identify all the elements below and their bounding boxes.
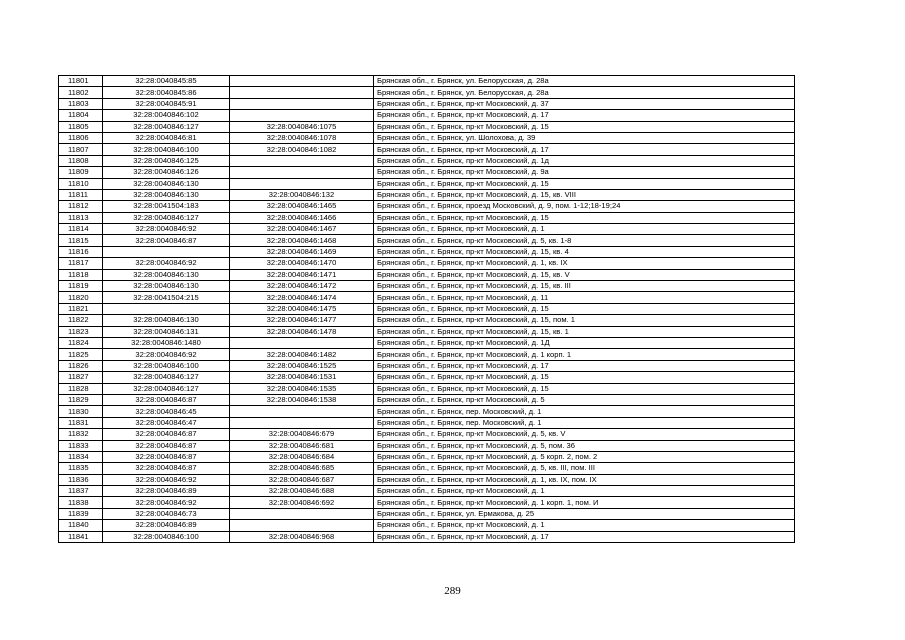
address-cell: Брянская обл., г. Брянск, пр-кт Московский, д. 1, кв. IX, пом. IX	[374, 474, 795, 485]
cadastral-number-cell: 32:28:0040846:45	[103, 406, 230, 417]
row-number-cell: 11821	[59, 303, 103, 314]
table-row	[59, 372, 795, 383]
address-cell: Брянская обл., г. Брянск, пр-кт Московский, д. 15, кв. 1	[374, 326, 795, 337]
cadastral-number-cell: 32:28:0040846:87	[103, 463, 230, 474]
cadastral-number-cell: 32:28:0040846:1480	[103, 337, 230, 348]
row-number-cell: 11826	[59, 360, 103, 371]
row-number-cell: 11805	[59, 121, 103, 132]
table-row	[59, 303, 795, 314]
table-row	[59, 201, 795, 212]
object-cadastral-number-cell: 32:28:0040846:1472	[230, 281, 374, 292]
object-cadastral-number-cell	[230, 155, 374, 166]
row-number-cell: 11835	[59, 463, 103, 474]
table-row	[59, 463, 795, 474]
object-cadastral-number-cell: 32:28:0040846:1465	[230, 201, 374, 212]
table-row	[59, 110, 795, 121]
object-cadastral-number-cell	[230, 508, 374, 519]
table-row	[59, 235, 795, 246]
address-cell: Брянская обл., г. Брянск, пр-кт Московский, д. 17	[374, 360, 795, 371]
table-row	[59, 76, 795, 87]
object-cadastral-number-cell: 32:28:0040846:684	[230, 451, 374, 462]
object-cadastral-number-cell	[230, 520, 374, 531]
object-cadastral-number-cell	[230, 98, 374, 109]
address-cell: Брянская обл., г. Брянск, пр-кт Московский, д. 15	[374, 212, 795, 223]
table-row	[59, 132, 795, 143]
object-cadastral-number-cell: 32:28:0040846:1535	[230, 383, 374, 394]
row-number-cell: 11804	[59, 110, 103, 121]
address-cell: Брянская обл., г. Брянск, ул. Белорусская, д. 28а	[374, 87, 795, 98]
cadastral-number-cell: 32:28:0041504:215	[103, 292, 230, 303]
address-cell: Брянская обл., г. Брянск, пр-кт Московский, д. 1д	[374, 155, 795, 166]
cadastral-number-cell: 32:28:0040846:87	[103, 235, 230, 246]
table-row	[59, 451, 795, 462]
row-number-cell: 11827	[59, 372, 103, 383]
table-row	[59, 337, 795, 348]
cadastral-number-cell: 32:28:0040846:125	[103, 155, 230, 166]
row-number-cell: 11818	[59, 269, 103, 280]
cadastral-number-cell: 32:28:0040845:86	[103, 87, 230, 98]
table-row	[59, 246, 795, 257]
address-cell: Брянская обл., г. Брянск, пр-кт Московский, д. 5, кв. 1-8	[374, 235, 795, 246]
table-row	[59, 497, 795, 508]
cadastral-number-cell: 32:28:0040846:92	[103, 349, 230, 360]
object-cadastral-number-cell: 32:28:0040846:1471	[230, 269, 374, 280]
row-number-cell: 11840	[59, 520, 103, 531]
cadastral-number-cell: 32:28:0040846:130	[103, 269, 230, 280]
table-row	[59, 486, 795, 497]
row-number-cell: 11819	[59, 281, 103, 292]
cadastral-number-cell: 32:28:0040845:91	[103, 98, 230, 109]
row-number-cell: 11810	[59, 178, 103, 189]
address-cell: Брянская обл., г. Брянск, пр-кт Московский, д. 1Д	[374, 337, 795, 348]
object-cadastral-number-cell: 32:28:0040846:692	[230, 497, 374, 508]
table-row	[59, 178, 795, 189]
row-number-cell: 11811	[59, 189, 103, 200]
cadastral-number-cell: 32:28:0040846:92	[103, 474, 230, 485]
row-number-cell: 11839	[59, 508, 103, 519]
cadastral-number-cell: 32:28:0040846:126	[103, 167, 230, 178]
table-row	[59, 520, 795, 531]
table-row	[59, 531, 795, 542]
object-cadastral-number-cell: 32:28:0040846:1469	[230, 246, 374, 257]
object-cadastral-number-cell: 32:28:0040846:1467	[230, 224, 374, 235]
row-number-cell: 11836	[59, 474, 103, 485]
row-number-cell: 11834	[59, 451, 103, 462]
address-cell: Брянская обл., г. Брянск, ул. Белорусская, д. 28а	[374, 76, 795, 87]
table-row	[59, 394, 795, 405]
address-cell: Брянская обл., г. Брянск, пр-кт Московский, д. 1 корп. 1	[374, 349, 795, 360]
address-cell: Брянская обл., г. Брянск, пр-кт Московский, д. 5, кв. III, пом. III	[374, 463, 795, 474]
object-cadastral-number-cell: 32:28:0040846:1525	[230, 360, 374, 371]
cadastral-number-cell: 32:28:0040846:127	[103, 121, 230, 132]
object-cadastral-number-cell: 32:28:0040846:1078	[230, 132, 374, 143]
cadastral-number-cell: 32:28:0040845:85	[103, 76, 230, 87]
object-cadastral-number-cell	[230, 337, 374, 348]
row-number-cell: 11833	[59, 440, 103, 451]
cadastral-number-cell: 32:28:0040846:130	[103, 281, 230, 292]
address-cell: Брянская обл., г. Брянск, проезд Московский, д. 9, пом. 1-12;18-19;24	[374, 201, 795, 212]
address-cell: Брянская обл., г. Брянск, пр-кт Московский, д. 5, пом. 36	[374, 440, 795, 451]
address-cell: Брянская обл., г. Брянск, пр-кт Московский, д. 15	[374, 121, 795, 132]
cadastral-number-cell	[103, 246, 230, 257]
row-number-cell: 11808	[59, 155, 103, 166]
table-row	[59, 383, 795, 394]
register-table-body	[59, 76, 795, 543]
object-cadastral-number-cell: 32:28:0040846:687	[230, 474, 374, 485]
cadastral-number-cell: 32:28:0041504:183	[103, 201, 230, 212]
address-cell: Брянская обл., г. Брянск, пр-кт Московский, д. 1	[374, 520, 795, 531]
object-cadastral-number-cell: 32:28:0040846:1470	[230, 258, 374, 269]
table-row	[59, 417, 795, 428]
row-number-cell: 11812	[59, 201, 103, 212]
cadastral-number-cell: 32:28:0040846:92	[103, 224, 230, 235]
table-row	[59, 292, 795, 303]
object-cadastral-number-cell: 32:28:0040846:1477	[230, 315, 374, 326]
object-cadastral-number-cell: 32:28:0040846:132	[230, 189, 374, 200]
cadastral-number-cell: 32:28:0040846:87	[103, 451, 230, 462]
address-cell: Брянская обл., г. Брянск, пр-кт Московский, д. 5	[374, 394, 795, 405]
cadastral-number-cell: 32:28:0040846:87	[103, 394, 230, 405]
object-cadastral-number-cell: 32:28:0040846:1478	[230, 326, 374, 337]
cadastral-number-cell: 32:28:0040846:92	[103, 258, 230, 269]
object-cadastral-number-cell: 32:28:0040846:681	[230, 440, 374, 451]
object-cadastral-number-cell: 32:28:0040846:1466	[230, 212, 374, 223]
address-cell: Брянская обл., г. Брянск, пр-кт Московский, д. 5, кв. V	[374, 429, 795, 440]
table-row	[59, 508, 795, 519]
table-row	[59, 121, 795, 132]
row-number-cell: 11825	[59, 349, 103, 360]
table-row	[59, 281, 795, 292]
cadastral-number-cell: 32:28:0040846:92	[103, 497, 230, 508]
row-number-cell: 11816	[59, 246, 103, 257]
cadastral-number-cell: 32:28:0040846:87	[103, 440, 230, 451]
table-row	[59, 144, 795, 155]
cadastral-number-cell: 32:28:0040846:89	[103, 486, 230, 497]
cadastral-number-cell: 32:28:0040846:127	[103, 212, 230, 223]
row-number-cell: 11832	[59, 429, 103, 440]
cadastral-number-cell: 32:28:0040846:102	[103, 110, 230, 121]
cadastral-number-cell: 32:28:0040846:73	[103, 508, 230, 519]
row-number-cell: 11829	[59, 394, 103, 405]
address-cell: Брянская обл., г. Брянск, пр-кт Московский, д. 15	[374, 178, 795, 189]
object-cadastral-number-cell: 32:28:0040846:1538	[230, 394, 374, 405]
row-number-cell: 11830	[59, 406, 103, 417]
cadastral-number-cell: 32:28:0040846:131	[103, 326, 230, 337]
row-number-cell: 11809	[59, 167, 103, 178]
table-row	[59, 189, 795, 200]
object-cadastral-number-cell	[230, 417, 374, 428]
row-number-cell: 11802	[59, 87, 103, 98]
table-row	[59, 349, 795, 360]
cadastral-number-cell: 32:28:0040846:127	[103, 372, 230, 383]
row-number-cell: 11817	[59, 258, 103, 269]
table-row	[59, 98, 795, 109]
address-cell: Брянская обл., г. Брянск, пр-кт Московский, д. 15	[374, 372, 795, 383]
row-number-cell: 11841	[59, 531, 103, 542]
address-cell: Брянская обл., г. Брянск, ул. Ермакова, д. 25	[374, 508, 795, 519]
table-row	[59, 155, 795, 166]
register-table	[58, 75, 795, 543]
table-row	[59, 258, 795, 269]
object-cadastral-number-cell: 32:28:0040846:1082	[230, 144, 374, 155]
cadastral-number-cell: 32:28:0040846:47	[103, 417, 230, 428]
table-row	[59, 269, 795, 280]
object-cadastral-number-cell	[230, 406, 374, 417]
object-cadastral-number-cell	[230, 76, 374, 87]
address-cell: Брянская обл., г. Брянск, пр-кт Московский, д. 11	[374, 292, 795, 303]
table-row	[59, 315, 795, 326]
row-number-cell: 11822	[59, 315, 103, 326]
cadastral-number-cell: 32:28:0040846:87	[103, 429, 230, 440]
table-row	[59, 167, 795, 178]
row-number-cell: 11803	[59, 98, 103, 109]
address-cell: Брянская обл., г. Брянск, пр-кт Московский, д. 1 корп. 1, пом. И	[374, 497, 795, 508]
address-cell: Брянская обл., г. Брянск, пр-кт Московский, д. 15, кв. V	[374, 269, 795, 280]
row-number-cell: 11813	[59, 212, 103, 223]
address-cell: Брянская обл., г. Брянск, пер. Московский, д. 1	[374, 417, 795, 428]
row-number-cell: 11824	[59, 337, 103, 348]
table-row	[59, 429, 795, 440]
object-cadastral-number-cell: 32:28:0040846:1468	[230, 235, 374, 246]
row-number-cell: 11831	[59, 417, 103, 428]
object-cadastral-number-cell: 32:28:0040846:1475	[230, 303, 374, 314]
object-cadastral-number-cell: 32:28:0040846:1482	[230, 349, 374, 360]
address-cell: Брянская обл., г. Брянск, пер. Московский, д. 1	[374, 406, 795, 417]
object-cadastral-number-cell: 32:28:0040846:688	[230, 486, 374, 497]
cadastral-number-cell: 32:28:0040846:130	[103, 315, 230, 326]
cadastral-number-cell: 32:28:0040846:81	[103, 132, 230, 143]
object-cadastral-number-cell: 32:28:0040846:1075	[230, 121, 374, 132]
cadastral-number-cell: 32:28:0040846:89	[103, 520, 230, 531]
address-cell: Брянская обл., г. Брянск, пр-кт Московский, д. 15, кв. VIII	[374, 189, 795, 200]
address-cell: Брянская обл., г. Брянск, пр-кт Московский, д. 37	[374, 98, 795, 109]
row-number-cell: 11814	[59, 224, 103, 235]
row-number-cell: 11807	[59, 144, 103, 155]
object-cadastral-number-cell	[230, 87, 374, 98]
table-row	[59, 440, 795, 451]
address-cell: Брянская обл., г. Брянск, пр-кт Московский, д. 15, кв. III	[374, 281, 795, 292]
row-number-cell: 11828	[59, 383, 103, 394]
cadastral-number-cell: 32:28:0040846:130	[103, 189, 230, 200]
object-cadastral-number-cell: 32:28:0040846:968	[230, 531, 374, 542]
row-number-cell: 11806	[59, 132, 103, 143]
object-cadastral-number-cell	[230, 178, 374, 189]
object-cadastral-number-cell: 32:28:0040846:685	[230, 463, 374, 474]
address-cell: Брянская обл., г. Брянск, пр-кт Московский, д. 17	[374, 531, 795, 542]
object-cadastral-number-cell: 32:28:0040846:679	[230, 429, 374, 440]
row-number-cell: 11837	[59, 486, 103, 497]
address-cell: Брянская обл., г. Брянск, пр-кт Московский, д. 17	[374, 144, 795, 155]
table-row	[59, 87, 795, 98]
object-cadastral-number-cell: 32:28:0040846:1474	[230, 292, 374, 303]
object-cadastral-number-cell	[230, 110, 374, 121]
object-cadastral-number-cell: 32:28:0040846:1531	[230, 372, 374, 383]
address-cell: Брянская обл., г. Брянск, пр-кт Московский, д. 15, пом. 1	[374, 315, 795, 326]
row-number-cell: 11820	[59, 292, 103, 303]
row-number-cell: 11815	[59, 235, 103, 246]
cadastral-number-cell: 32:28:0040846:100	[103, 360, 230, 371]
address-cell: Брянская обл., г. Брянск, пр-кт Московский, д. 5 корп. 2, пом. 2	[374, 451, 795, 462]
cadastral-number-cell: 32:28:0040846:130	[103, 178, 230, 189]
address-cell: Брянская обл., г. Брянск, пр-кт Московский, д. 15	[374, 303, 795, 314]
table-row	[59, 360, 795, 371]
cadastral-number-cell	[103, 303, 230, 314]
row-number-cell: 11838	[59, 497, 103, 508]
table-row	[59, 326, 795, 337]
address-cell: Брянская обл., г. Брянск, пр-кт Московский, д. 15	[374, 383, 795, 394]
row-number-cell: 11801	[59, 76, 103, 87]
table-row	[59, 212, 795, 223]
address-cell: Брянская обл., г. Брянск, пр-кт Московский, д. 15, кв. 4	[374, 246, 795, 257]
table-row	[59, 224, 795, 235]
table-row	[59, 474, 795, 485]
address-cell: Брянская обл., г. Брянск, пр-кт Московский, д. 1	[374, 486, 795, 497]
row-number-cell: 11823	[59, 326, 103, 337]
cadastral-number-cell: 32:28:0040846:100	[103, 531, 230, 542]
page-number: 289	[444, 585, 461, 597]
cadastral-number-cell: 32:28:0040846:127	[103, 383, 230, 394]
address-cell: Брянская обл., г. Брянск, ул. Шолохова, д. 39	[374, 132, 795, 143]
object-cadastral-number-cell	[230, 167, 374, 178]
address-cell: Брянская обл., г. Брянск, пр-кт Московский, д. 17	[374, 110, 795, 121]
address-cell: Брянская обл., г. Брянск, пр-кт Московский, д. 1, кв. IX	[374, 258, 795, 269]
address-cell: Брянская обл., г. Брянск, пр-кт Московский, д. 1	[374, 224, 795, 235]
cadastral-number-cell: 32:28:0040846:100	[103, 144, 230, 155]
address-cell: Брянская обл., г. Брянск, пр-кт Московский, д. 9а	[374, 167, 795, 178]
table-row	[59, 406, 795, 417]
